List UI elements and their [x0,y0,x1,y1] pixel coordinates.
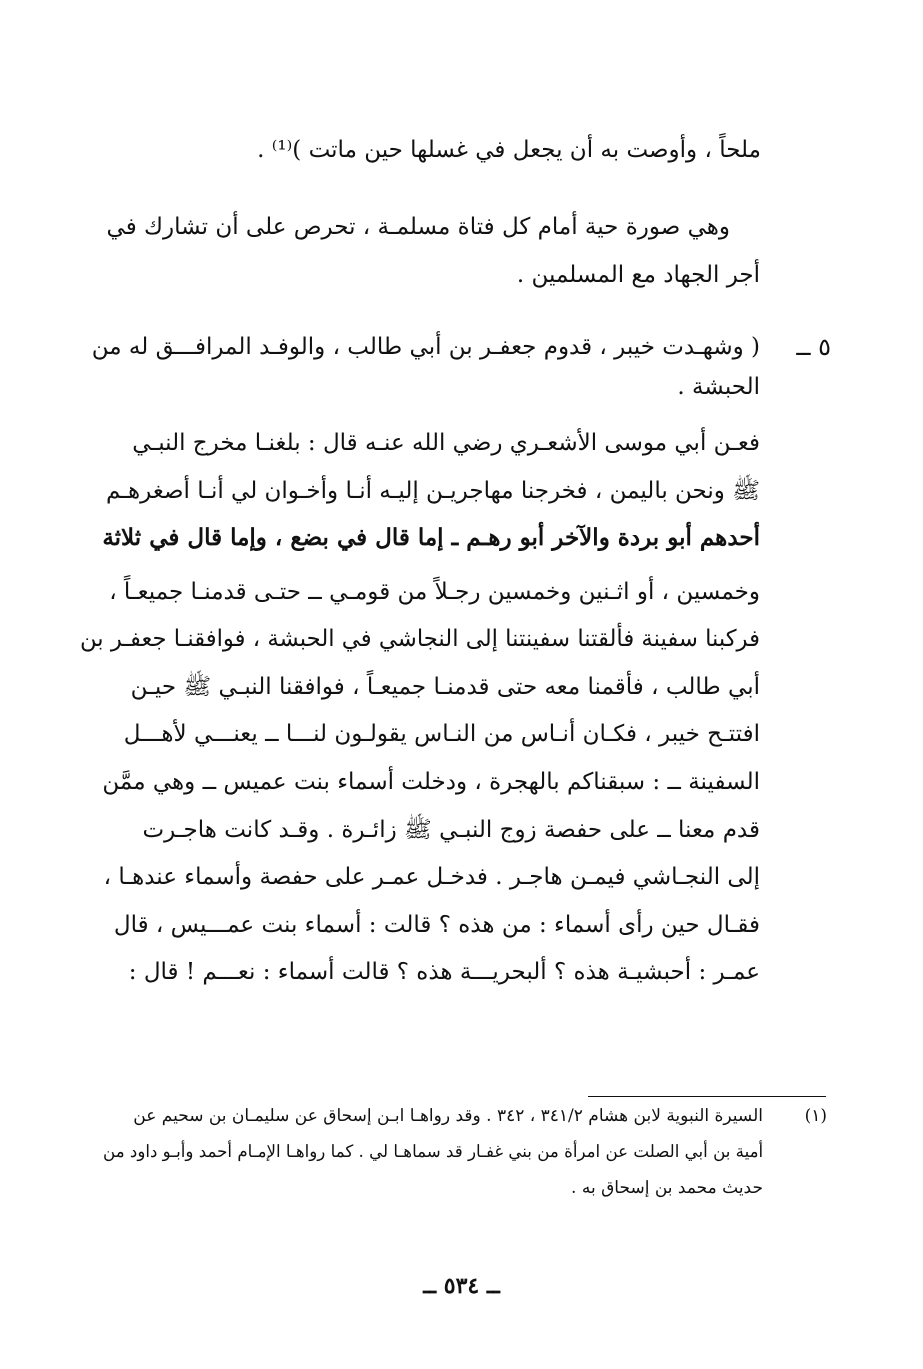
paragraph-3-line-5: فركبنا سفينة فألقتنا سفينتنا إلى النجاشي في الحبشة ، فوافقنـا جعفـر بن [80,626,760,652]
paragraph-3-line-7: افتتـح خيبر ، فكـان أنـاس من النـاس يقولـون لنـــا ــ يعنـــي لأهـــل [123,721,760,747]
paragraph-2-line-2: أجر الجهاد مع المسلمين . [516,262,760,288]
footnote-line-3: حديث محمد بن إسحاق به . [571,1178,763,1198]
footnote-line-1: السيرة النبوية لابن هشام ٣٤١/٢ ، ٣٤٢ . وقد رواهـا ابـن إسحاق عن سليمـان بن سحيم عن [133,1106,763,1126]
paragraph-1-line-1: ملحاً ، وأوصت به أن يجعل في غسلها حين ماتت )⁽¹⁾ . [257,137,761,163]
paragraph-3-line-9: قدم معنا ــ على حفصة زوج النبـي ﷺ زائـرة . وقـد كانت هاجـرت [142,817,760,843]
paragraph-3-line-1: فعـن أبي موسى الأشعـري رضي الله عنـه قال : بلغنـا مخرج النبـي [132,430,760,456]
paragraph-3-line-8: السفينة ــ : سبقناكم بالهجرة ، ودخلت أسماء بنت عميس ــ وهي ممَّن [102,769,760,795]
paragraph-2-line-1: وهي صورة حية أمام كل فتاة مسلمـة ، تحرص على أن تشارك في [106,214,730,240]
item-number: ٥ ــ [796,333,831,361]
footnote-separator [588,1096,826,1097]
item-5-line-2: الحبشة . [677,374,760,400]
paragraph-3-line-10: إلى النجـاشي فيمـن هاجـر . فدخـل عمـر على حفصة وأسماء عندهـا ، [103,864,760,890]
item-5-line-1: ( وشهـدت خيبر ، قدوم جعفـر بن أبي طالب ، والوفـد المرافـــق له من [91,334,760,360]
paragraph-3-line-12: عمـر : أحبشيـة هذه ؟ ألبحريـــة هذه ؟ قالت أسماء : نعـــم ! قال : [128,959,760,985]
paragraph-3-line-11: فقـال حين رأى أسماء : من هذه ؟ قالت : أسماء بنت عمـــيس ، قال [113,912,760,938]
paragraph-3-line-4: وخمسين ، أو اثـنين وخمسين رجـلاً من قومـي ــ حتـى قدمنـا جميعـاً ، [109,579,760,605]
paragraph-3-line-3: أحدهم أبو بردة والآخر أبو رهـم ـ إما قال في بضع ، وإما قال في ثلاثة [102,524,760,551]
footnote-line-2: أمية بن أبي الصلت عن امرأة من بني غفـار قد سماهـا لي . كما رواهـا الإمـام أحمد وأبـو داود من [102,1142,763,1162]
paragraph-3-line-6: أبي طالب ، فأقمنا معه حتى قدمنـا جميعـاً ، فوافقنا النبـي ﷺ حيـن [130,674,760,700]
footnote-marker: (١) [804,1106,827,1126]
page-number: ــ ٥٣٤ ــ [423,1273,500,1299]
paragraph-3-line-2: ﷺ ونحن باليمن ، فخرجنا مهاجريـن إليـه أنـا وأخـوان لي أنـا أصغرهـم [106,478,760,504]
